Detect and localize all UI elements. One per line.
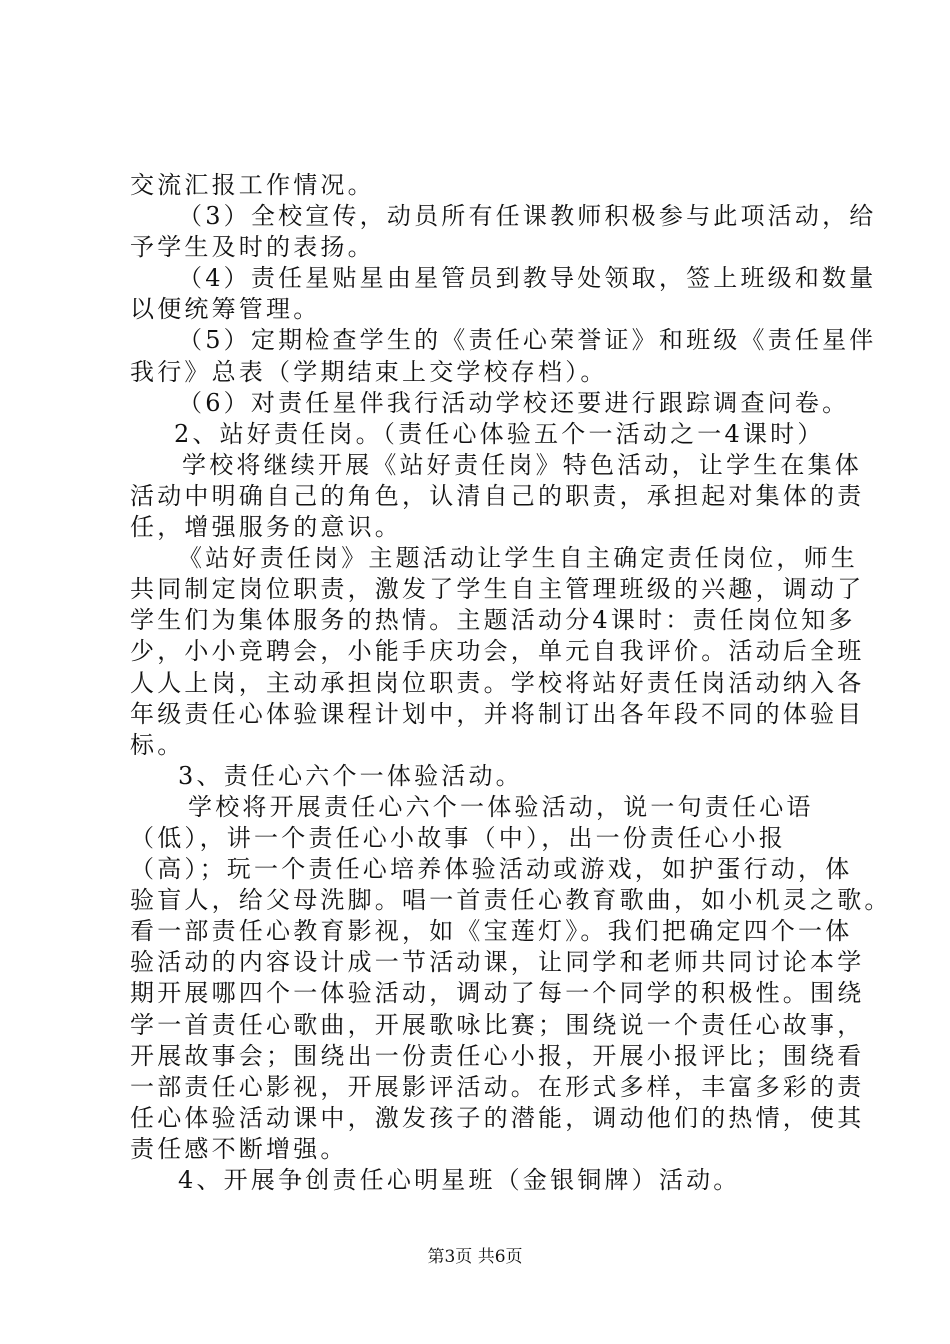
section-heading: 2、站好责任岗。（责任心体验五个一活动之一4课时） — [174, 419, 825, 448]
text-line: （高）；玩一个责任心培养体验活动或游戏，如护蛋行动，体 — [130, 855, 853, 884]
text-line: （5）定期检查学生的《责任心荣誉证》和班级《责任星伴 — [178, 326, 877, 355]
text-line: 责任感不断增强。 — [130, 1134, 348, 1163]
text-line: 期开展哪四个一体验活动，调动了每一个同学的积极性。围绕 — [130, 979, 865, 1008]
text-line: 验活动的内容设计成一节活动课，让同学和老师共同讨论本学 — [130, 948, 865, 977]
text-line: 学校将开展责任心六个一体验活动，说一句责任心语 — [188, 792, 814, 821]
text-line: 验盲人，给父母洗脚。唱一首责任心教育歌曲，如小机灵之歌。 — [130, 886, 892, 915]
text-line: 一部责任心影视，开展影评活动。在形式多样，丰富多彩的责 — [130, 1072, 865, 1101]
text-line: 标。 — [130, 730, 185, 759]
text-line: （6）对责任星伴我行活动学校还要进行跟踪调查问卷。 — [178, 388, 850, 417]
text-line: 予学生及时的表扬。 — [130, 233, 375, 262]
text-line: 《站好责任岗》主题活动让学生自主确定责任岗位，师生 — [178, 544, 858, 573]
section-heading: 3、责任心六个一体验活动。 — [178, 761, 523, 790]
text-line: 活动中明确自己的角色，认清自己的职责，承担起对集体的责 — [130, 481, 865, 510]
text-line: 人人上岗，主动承担岗位职责。学校将站好责任岗活动纳入各 — [130, 668, 865, 697]
text-line: 看一部责任心教育影视，如《宝莲灯》。我们把确定四个一体 — [130, 917, 853, 946]
page-number: 第3页 共6页 — [427, 1247, 523, 1267]
text-line: 我行》总表（学期结束上交学校存档）。 — [130, 357, 608, 386]
text-line: 开展故事会；围绕出一份责任心小报，开展小报评比；围绕看 — [130, 1041, 865, 1070]
text-line: （3）全校宣传，动员所有任课教师积极参与此项活动，给 — [178, 202, 877, 231]
text-line: 学生们为集体服务的热情。主题活动分4课时：责任岗位知多 — [130, 606, 856, 635]
section-heading: 4、开展争创责任心明星班（金银铜牌）活动。 — [178, 1166, 741, 1194]
text-line: 年级责任心体验课程计划中，并将制订出各年段不同的体验目 — [130, 699, 865, 728]
text-line: 交流汇报工作情况。 — [130, 171, 375, 199]
text-line: 少，小小竞聘会，小能手庆功会，单元自我评价。活动后全班 — [130, 637, 865, 666]
text-line: 任心体验活动课中，激发孩子的潜能，调动他们的热情，使其 — [130, 1103, 865, 1132]
text-line: 学一首责任心歌曲，开展歌咏比赛；围绕说一个责任心故事， — [130, 1010, 865, 1039]
text-line: 学校将继续开展《站好责任岗》特色活动，让学生在集体 — [182, 450, 862, 479]
text-line: （4）责任星贴星由星管员到教导处领取，签上班级和数量 — [178, 264, 877, 293]
text-line: 任，增强服务的意识。 — [130, 513, 402, 542]
body-text — [130, 170, 892, 1196]
text-line: （低），讲一个责任心小故事（中），出一份责任心小报 — [130, 823, 786, 852]
text-line: 共同制定岗位职责，激发了学生自主管理班级的兴趣，调动了 — [130, 575, 865, 604]
text-line: 以便统筹管理。 — [130, 295, 321, 324]
